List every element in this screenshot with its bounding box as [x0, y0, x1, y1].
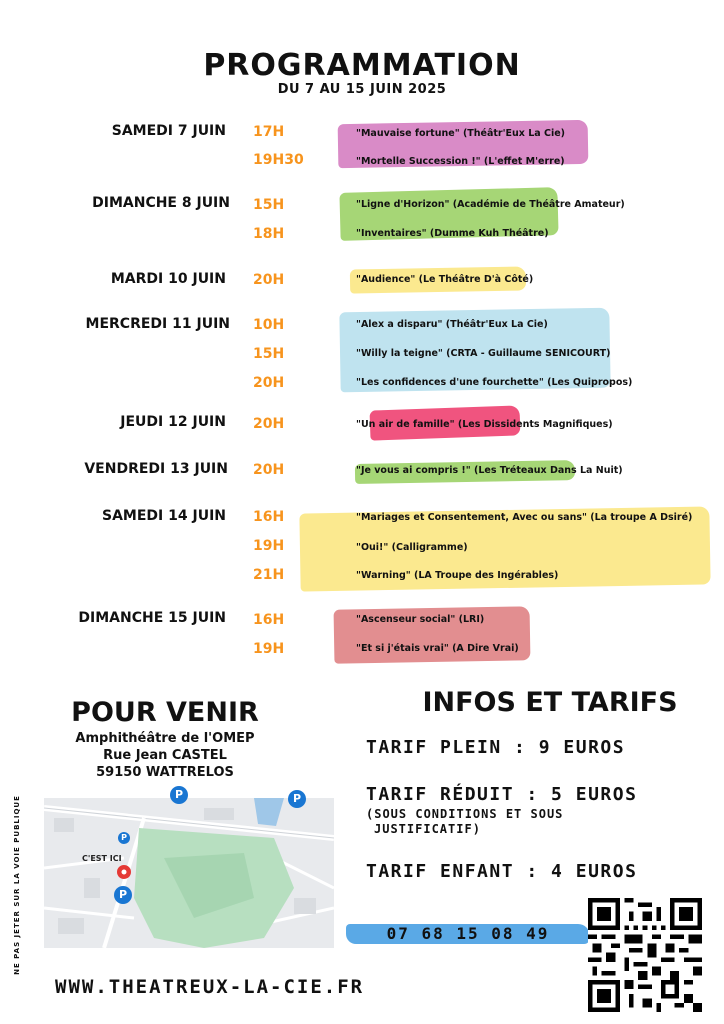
show-title: "Willy la teigne" (CRTA - Guillaume SENICOURT) [356, 348, 611, 359]
vertical-notice [10, 778, 24, 998]
show-time: 18H [253, 226, 285, 242]
website-link[interactable]: WWW.THEATREUX-LA-CIE.FR [55, 976, 365, 998]
tarif-reduit-note: (SOUS CONDITIONS ET SOUS [366, 807, 564, 821]
show-title: "Je vous ai compris !" (Les Tréteaux Dans La Nuit) [356, 465, 623, 476]
show-time: 20H [253, 375, 285, 391]
venue-city: 59150 WATTRELOS [96, 765, 234, 780]
show-title: "Un air de famille" (Les Dissidents Magnifiques) [356, 419, 613, 430]
day-label: MERCREDI 11 JUIN [85, 316, 230, 332]
show-title: "Inventaires" (Dumme Kuh Théâtre) [356, 228, 549, 239]
location-map[interactable] [44, 798, 334, 948]
qr-code[interactable] [588, 898, 702, 1012]
page-title: PROGRAMMATION [203, 48, 521, 83]
page-subtitle: DU 7 AU 15 JUIN 2025 [277, 82, 447, 97]
directions-title: POUR VENIR [71, 697, 259, 728]
show-time: 10H [253, 317, 285, 333]
day-label: VENDREDI 13 JUIN [84, 461, 228, 477]
show-title: "Alex a disparu" (Théâtr'Eux La Cie) [356, 319, 548, 330]
phone-number[interactable]: 07 68 15 08 49 [386, 924, 550, 943]
day-label: MARDI 10 JUIN [110, 271, 226, 287]
show-time: 20H [253, 272, 285, 288]
day-label: SAMEDI 14 JUIN [102, 508, 226, 524]
show-title: "Oui!" (Calligramme) [356, 542, 468, 553]
venue-name: Amphithéâtre de l'OMEP [75, 731, 255, 746]
show-title: "Les confidences d'une fourchette" (Les Quipropos) [356, 377, 633, 388]
show-time: 15H [253, 197, 285, 213]
show-title: "Mauvaise fortune" (Théâtr'Eux La Cie) [356, 128, 565, 139]
show-title: "Audience" (Le Théâtre D'à Côté) [356, 274, 534, 285]
show-time: 19H30 [253, 152, 304, 168]
map-graphic [44, 798, 334, 948]
show-time: 21H [253, 567, 285, 583]
show-time: 15H [253, 346, 285, 362]
show-title: "Et si j'étais vrai" (A Dire Vrai) [356, 643, 519, 654]
tarif-reduit: TARIF RÉDUIT : 5 EUROS [366, 784, 638, 805]
show-time: 16H [253, 612, 285, 628]
show-title: "Warning" (LA Troupe des Ingérables) [356, 570, 559, 581]
map-marker-label: C'EST ICI [82, 854, 122, 863]
show-title: "Ligne d'Horizon" (Académie de Théâtre Amateur) [356, 199, 625, 210]
show-title: "Ascenseur social" (LRI) [356, 614, 485, 625]
parking-icon: P [170, 786, 188, 804]
parking-icon: P [114, 886, 132, 904]
parking-icon: P [118, 832, 130, 844]
show-time: 16H [253, 509, 285, 525]
qr-code-graphic [588, 898, 702, 1012]
show-time: 19H [253, 538, 285, 554]
infos-title: INFOS ET TARIFS [422, 687, 678, 718]
show-title: "Mortelle Succession !" (L'effet M'erre) [356, 156, 565, 167]
day-label: DIMANCHE 15 JUIN [78, 610, 226, 626]
day-label: DIMANCHE 8 JUIN [92, 195, 230, 211]
tarif-reduit-note: JUSTIFICATIF) [374, 822, 481, 836]
show-time: 20H [253, 416, 285, 432]
tarif-plein: TARIF PLEIN : 9 EUROS [366, 737, 626, 758]
venue-street: Rue Jean CASTEL [103, 748, 227, 763]
show-title: "Mariages et Consentement, Avec ou sans" (La troupe A Dsiré) [356, 512, 693, 523]
parking-icon: P [288, 790, 306, 808]
show-time: 20H [253, 462, 285, 478]
show-time: 17H [253, 124, 285, 140]
day-label: SAMEDI 7 JUIN [111, 123, 226, 139]
vertical-notice-text: NE PAS JETER SUR LA VOIE PUBLIQUE [13, 795, 21, 975]
day-label: JEUDI 12 JUIN [120, 414, 226, 430]
tarif-enfant: TARIF ENFANT : 4 EUROS [366, 861, 638, 882]
show-time: 19H [253, 641, 285, 657]
